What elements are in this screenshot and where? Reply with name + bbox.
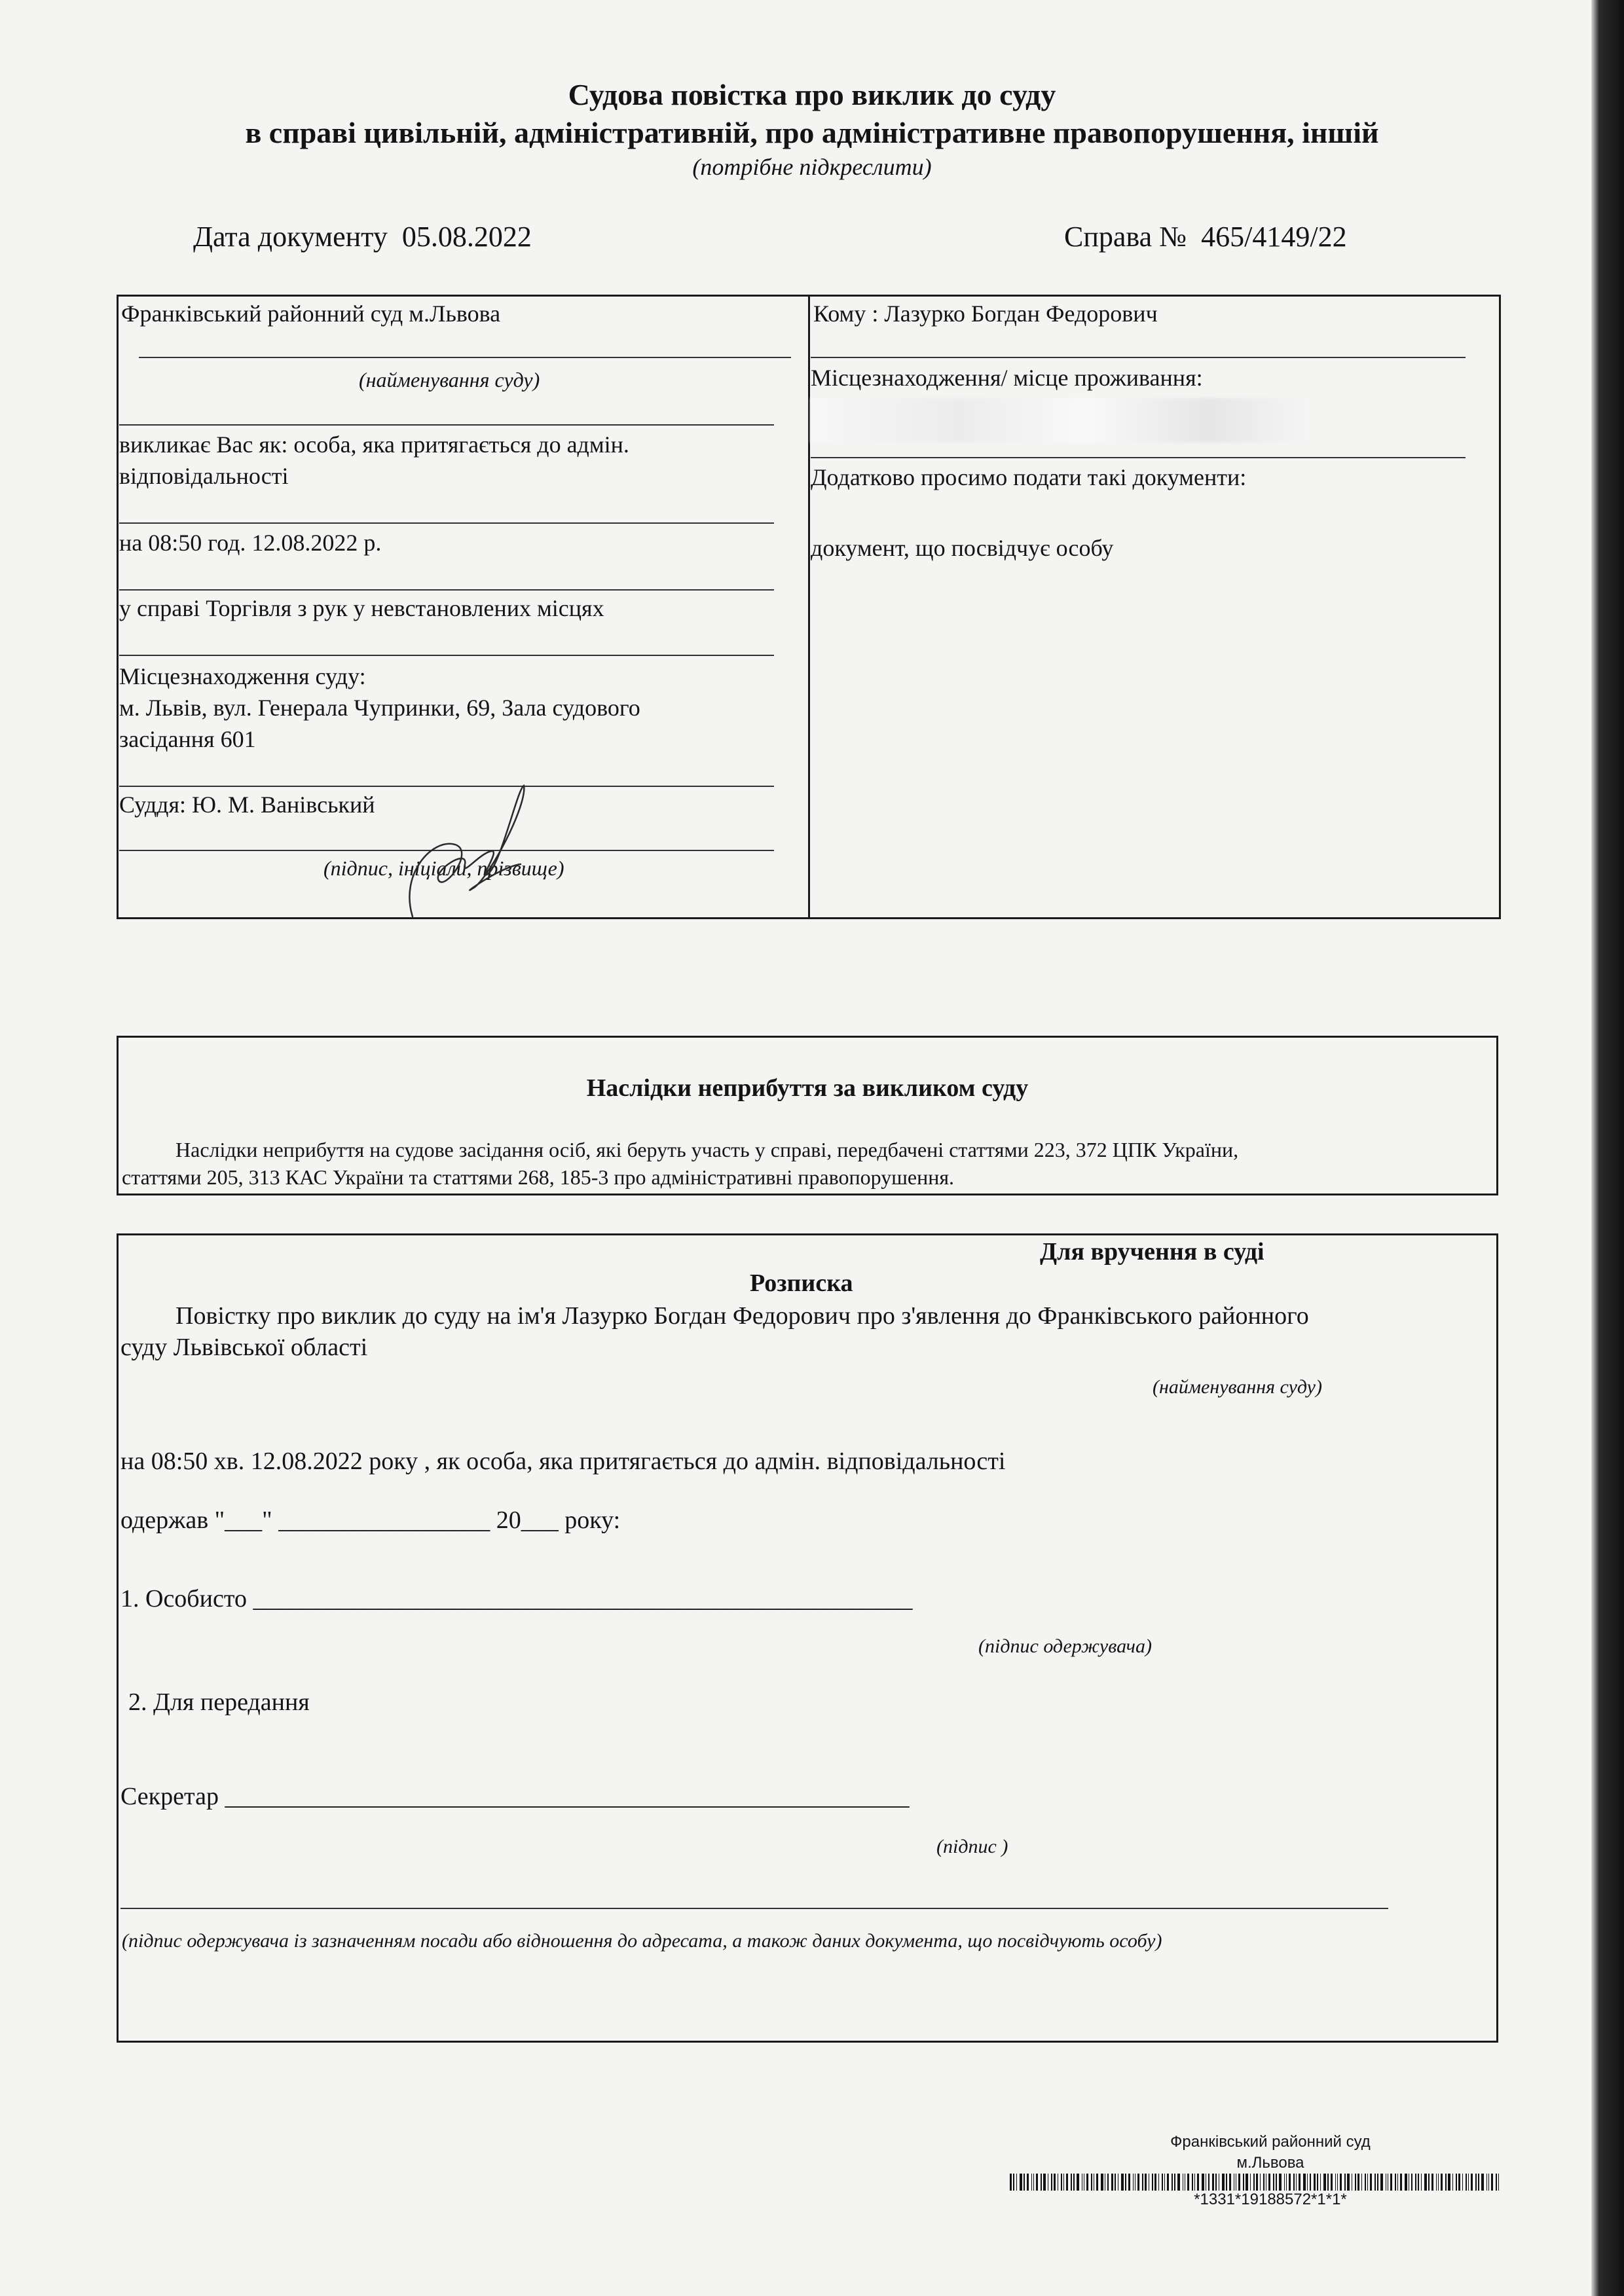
- barcode-bar: [1431, 2174, 1433, 2191]
- barcode-bar: [1400, 2174, 1402, 2191]
- court-location-line1: м. Львів, вул. Генерала Чупринки, 69, Зала судового: [119, 695, 640, 721]
- barcode-bar: [1397, 2174, 1398, 2191]
- page-title: Судова повістка про виклик до суду: [568, 78, 1056, 111]
- residence-label: Місцезнаходження/ місце проживання:: [811, 365, 1203, 391]
- barcode-bar: [1253, 2174, 1255, 2191]
- court-location-line2: засідання 601: [119, 726, 256, 752]
- barcode-bar: [1250, 2174, 1251, 2191]
- barcode-bar: [1197, 2174, 1199, 2191]
- summons-as-line1: викликає Вас як: особа, яка притягається до адмін.: [119, 431, 629, 458]
- barcode-bar: [1344, 2174, 1346, 2191]
- court-name-line: [139, 357, 791, 358]
- court-name-caption: (найменування суду): [359, 368, 540, 392]
- barcode-bar: [1152, 2174, 1153, 2191]
- barcode-bar: [1077, 2174, 1079, 2191]
- barcode: [1010, 2174, 1501, 2191]
- barcode-bar: [1445, 2174, 1447, 2191]
- barcode-bar: [1226, 2174, 1227, 2191]
- barcode-bar: [1164, 2174, 1165, 2191]
- barcode-bar: [1448, 2174, 1450, 2191]
- secretary-line: Секретар _______________________________________________________: [120, 1783, 910, 1810]
- footer-court-line2: м.Львова: [1236, 2154, 1304, 2172]
- for-transfer-label: 2. Для передання: [128, 1688, 310, 1716]
- address-line: [811, 457, 1466, 458]
- barcode-bar: [1411, 2174, 1412, 2191]
- barcode-bar: [1286, 2174, 1287, 2191]
- barcode-bar: [1380, 2174, 1383, 2191]
- separator-line: [119, 655, 774, 656]
- recipient-line: [811, 357, 1466, 358]
- barcode-bar: [1317, 2174, 1318, 2191]
- court-location-label: Місцезнаходження суду:: [119, 663, 366, 689]
- barcode-bar: [1314, 2174, 1316, 2191]
- case-number: [1064, 220, 1347, 253]
- barcode-bar: [1347, 2174, 1350, 2191]
- barcode-bar: [1107, 2174, 1109, 2191]
- barcode-bar: [1323, 2174, 1326, 2191]
- barcode-bar: [1307, 2174, 1308, 2191]
- barcode-bar: [1496, 2174, 1497, 2191]
- barcode-bar: [1370, 2174, 1372, 2191]
- barcode-bar: [1033, 2174, 1034, 2191]
- barcode-bar: [1357, 2174, 1359, 2191]
- barcode-bar: [1263, 2174, 1264, 2191]
- barcode-bar: [1415, 2174, 1417, 2191]
- barcode-bar: [1268, 2174, 1270, 2191]
- barcode-bar: [1073, 2174, 1075, 2191]
- document-date-label: Дата документу: [193, 221, 388, 253]
- documents-value: документ, що посвідчує особу: [811, 535, 1114, 561]
- barcode-bar: [1016, 2174, 1017, 2191]
- barcode-bar: [1468, 2174, 1469, 2191]
- consequences-text-line1: Наслідки неприбуття на судове засідання осіб, які беруть участь у справі, передбачені статтями 223, 372 ЦПК України,: [175, 1138, 1239, 1161]
- court-caption: (найменування суду): [1153, 1376, 1322, 1398]
- barcode-bar: [1091, 2174, 1092, 2191]
- barcode-bar: [1096, 2174, 1098, 2191]
- hearing-time-date: на 08:50 год. 12.08.2022 р.: [119, 530, 382, 556]
- redacted-address: [811, 398, 1308, 443]
- underline-note: (потрібне підкреслити): [692, 154, 932, 180]
- barcode-bar: [1054, 2174, 1056, 2191]
- barcode-bar: [1063, 2174, 1064, 2191]
- barcode-bar: [1436, 2174, 1437, 2191]
- barcode-bar: [1061, 2174, 1062, 2191]
- barcode-bar: [1101, 2174, 1103, 2191]
- barcode-bar: [1377, 2174, 1378, 2191]
- page-subtitle: в справі цивільній, адміністративній, про адміністративне правопорушення, іншій: [245, 116, 1379, 149]
- barcode-bar: [1194, 2174, 1195, 2191]
- bottom-signature-line: [120, 1908, 1388, 1909]
- barcode-bar: [1462, 2174, 1463, 2191]
- barcode-bar: [1086, 2174, 1088, 2191]
- secretary-signature-caption: (підпис ): [936, 1836, 1008, 1857]
- case-number-label: Справа №: [1064, 221, 1187, 253]
- barcode-bar: [1273, 2174, 1274, 2191]
- barcode-bar: [1192, 2174, 1193, 2191]
- barcode-bar: [1137, 2174, 1139, 2191]
- barcode-bar: [1133, 2174, 1134, 2191]
- barcode-bar: [1466, 2174, 1467, 2191]
- barcode-bar: [1177, 2174, 1180, 2191]
- barcode-bar: [1491, 2174, 1493, 2191]
- barcode-bar: [1293, 2174, 1295, 2191]
- barcode-bar: [1296, 2174, 1297, 2191]
- judge-signature: [393, 776, 537, 923]
- barcode-bar: [1361, 2174, 1362, 2191]
- receipt-line2: суду Львівської області: [120, 1334, 368, 1361]
- case-number-value: 465/4149/22: [1201, 221, 1347, 253]
- barcode-bar: [1471, 2174, 1473, 2191]
- barcode-bar: [1031, 2174, 1032, 2191]
- barcode-bar: [1284, 2174, 1285, 2191]
- barcode-bar: [1128, 2174, 1130, 2191]
- barcode-bar: [1154, 2174, 1156, 2191]
- document-date-value: 05.08.2022: [401, 221, 532, 253]
- barcode-bar: [1337, 2174, 1338, 2191]
- summons-divider: [808, 295, 810, 919]
- barcode-bar: [1111, 2174, 1113, 2191]
- court-name: Франківський районний суд м.Львова: [121, 301, 501, 327]
- barcode-bar: [1167, 2174, 1169, 2191]
- barcode-bar: [1276, 2174, 1277, 2191]
- barcode-bar: [1289, 2174, 1291, 2191]
- barcode-bar: [1010, 2174, 1012, 2191]
- barcode-bar: [1310, 2174, 1311, 2191]
- barcode-bar: [1013, 2174, 1014, 2191]
- barcode-bar: [1145, 2174, 1147, 2191]
- barcode-bar: [1365, 2174, 1366, 2191]
- barcode-bar: [1478, 2174, 1479, 2191]
- barcode-bar: [1375, 2174, 1376, 2191]
- barcode-bar: [1208, 2174, 1209, 2191]
- barcode-bar: [1327, 2174, 1329, 2191]
- barcode-bar: [1498, 2174, 1499, 2191]
- barcode-bar: [1303, 2174, 1306, 2191]
- barcode-bar: [1340, 2174, 1342, 2191]
- separator-line: [119, 424, 774, 426]
- barcode-bar: [1051, 2174, 1052, 2191]
- received-date-line: одержав "___" _________________ 20___ року:: [120, 1506, 621, 1534]
- barcode-bar: [1202, 2174, 1204, 2191]
- barcode-bar: [1187, 2174, 1189, 2191]
- barcode-bar: [1158, 2174, 1159, 2191]
- barcode-bar: [1418, 2174, 1419, 2191]
- barcode-bar: [1229, 2174, 1231, 2191]
- barcode-bar: [1355, 2174, 1356, 2191]
- barcode-bar: [1215, 2174, 1217, 2191]
- barcode-bar: [1299, 2174, 1301, 2191]
- summons-as-line2: відповідальності: [119, 463, 289, 489]
- judge-name: Суддя: Ю. М. Ванівський: [119, 792, 375, 818]
- barcode-bar: [1162, 2174, 1163, 2191]
- barcode-bar: [1438, 2174, 1439, 2191]
- barcode-bar: [1115, 2174, 1116, 2191]
- barcode-bar: [1238, 2174, 1240, 2191]
- barcode-bar: [1335, 2174, 1336, 2191]
- signature-caption: (підпис, ініціали, прізвище): [323, 856, 564, 880]
- scan-edge: [1591, 0, 1624, 2296]
- recipient-signature-caption: (підпис одержувача): [978, 1635, 1152, 1657]
- separator-line: [119, 522, 774, 524]
- consequences-text-line2: статтями 205, 313 КАС України та статтями 268, 185-3 про адміністративні правопорушення.: [122, 1165, 955, 1189]
- barcode-text: *1331*19188572*1*1*: [1194, 2191, 1347, 2208]
- receipt-time-line: на 08:50 хв. 12.08.2022 року , як особа, яка притягається до адмін. відповідальності: [120, 1448, 1006, 1475]
- barcode-bar: [1486, 2174, 1487, 2191]
- barcode-bar: [1125, 2174, 1126, 2191]
- barcode-bar: [1458, 2174, 1460, 2191]
- barcode-bar: [1174, 2174, 1175, 2191]
- consequences-heading: Наслідки неприбуття за викликом суду: [586, 1074, 1029, 1102]
- barcode-bar: [1279, 2174, 1282, 2191]
- barcode-bar: [1243, 2174, 1244, 2191]
- for-court-label: Для вручення в суді: [1040, 1238, 1264, 1266]
- case-subject: у справі Торгівля з рук у невстановлених місцях: [119, 595, 604, 621]
- barcode-bar: [1172, 2174, 1173, 2191]
- barcode-bar: [1066, 2174, 1068, 2191]
- recipient-name: Кому : Лазурко Богдан Федорович: [813, 301, 1158, 327]
- receipt-heading: Розписка: [750, 1269, 853, 1297]
- barcode-bar: [1222, 2174, 1225, 2191]
- barcode-bar: [1260, 2174, 1261, 2191]
- documents-label: Додатково просимо подати такі документи:: [811, 464, 1247, 490]
- personally-line: 1. Особисто _____________________________________________________: [120, 1585, 913, 1613]
- barcode-bar: [1071, 2174, 1072, 2191]
- barcode-bar: [1256, 2174, 1258, 2191]
- barcode-bar: [1456, 2174, 1457, 2191]
- barcode-bar: [1020, 2174, 1022, 2191]
- barcode-bar: [1142, 2174, 1143, 2191]
- barcode-bar: [1452, 2174, 1453, 2191]
- barcode-bar: [1041, 2174, 1042, 2191]
- barcode-bar: [1027, 2174, 1029, 2191]
- barcode-bar: [1367, 2174, 1368, 2191]
- barcode-bar: [1331, 2174, 1333, 2191]
- barcode-bar: [1428, 2174, 1430, 2191]
- barcode-bar: [1424, 2174, 1427, 2191]
- footer-court-line1: Франківський районний суд: [1170, 2133, 1371, 2151]
- receipt-line1: Повістку про виклик до суду на ім'я Лазурко Богдан Федорович про з'явлення до Франківського районного: [175, 1302, 1309, 1330]
- barcode-bar: [1036, 2174, 1038, 2191]
- bottom-caption: (підпис одержувача із зазначенням посади або відношення до адресата, а також даних документа, що посвідчують особу): [122, 1930, 1162, 1952]
- barcode-bar: [1488, 2174, 1489, 2191]
- barcode-bar: [1421, 2174, 1422, 2191]
- barcode-bar: [1481, 2174, 1484, 2191]
- document-date: [193, 220, 532, 253]
- barcode-bar: [1395, 2174, 1396, 2191]
- barcode-bar: [1475, 2174, 1477, 2191]
- barcode-bar: [1246, 2174, 1248, 2191]
- barcode-bar: [1043, 2174, 1046, 2191]
- barcode-bar: [1121, 2174, 1124, 2191]
- barcode-bar: [1320, 2174, 1321, 2191]
- barcode-bar: [1405, 2174, 1407, 2191]
- barcode-bar: [1212, 2174, 1214, 2191]
- barcode-bar: [1390, 2174, 1392, 2191]
- barcode-bar: [1024, 2174, 1025, 2191]
- barcode-bar: [1441, 2174, 1443, 2191]
- separator-line: [119, 589, 774, 591]
